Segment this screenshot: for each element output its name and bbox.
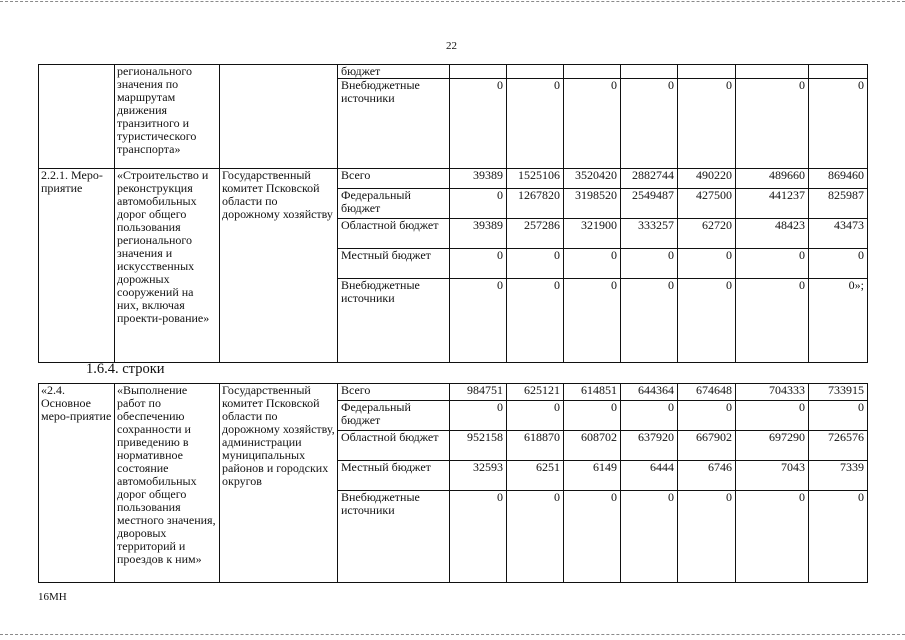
value-cell: 0 <box>678 491 736 583</box>
value-cell: 0 <box>564 401 621 431</box>
value-cell: 0 <box>450 279 507 363</box>
value-cell: 0 <box>678 249 736 279</box>
value-cell: 2882744 <box>621 169 678 189</box>
value-cell: 0 <box>809 249 868 279</box>
value-cell: 0 <box>621 249 678 279</box>
source-cell: Федеральный бюджет <box>338 189 450 219</box>
value-cell <box>736 65 809 79</box>
value-cell: 0 <box>621 401 678 431</box>
source-cell: Областной бюджет <box>338 219 450 249</box>
executor-cell-continued <box>220 65 338 169</box>
value-cell: 825987 <box>809 189 868 219</box>
value-cell: 0 <box>450 491 507 583</box>
value-cell: 0 <box>450 401 507 431</box>
code-cell: «2.4. Основное меро-приятие <box>39 384 115 583</box>
value-cell: 32593 <box>450 461 507 491</box>
value-cell: 3520420 <box>564 169 621 189</box>
value-cell: 0 <box>621 79 678 169</box>
value-cell: 869460 <box>809 169 868 189</box>
value-cell: 618870 <box>507 431 564 461</box>
value-cell: 1267820 <box>507 189 564 219</box>
source-cell: Внебюджетные источники <box>338 279 450 363</box>
page-number: 22 <box>446 40 457 52</box>
value-cell: 726576 <box>809 431 868 461</box>
value-cell: 0 <box>736 249 809 279</box>
value-cell: 0 <box>621 279 678 363</box>
value-cell: 62720 <box>678 219 736 249</box>
value-cell: 0 <box>450 189 507 219</box>
value-cell: 0 <box>564 491 621 583</box>
value-cell: 39389 <box>450 169 507 189</box>
value-cell: 0 <box>809 491 868 583</box>
value-cell <box>621 65 678 79</box>
value-cell: 697290 <box>736 431 809 461</box>
source-cell: Местный бюджет <box>338 461 450 491</box>
value-cell: 0 <box>450 79 507 169</box>
value-cell: 0 <box>507 249 564 279</box>
measure-cell: «Строительство и реконструкция автомобильных дорог общего пользования регионального значения и искусственных дорожных сооружений на них, включая проекти-рование» <box>115 169 220 363</box>
value-cell: 0 <box>678 279 736 363</box>
source-cell: Федеральный бюджет <box>338 401 450 431</box>
value-cell: 489660 <box>736 169 809 189</box>
value-cell: 0 <box>450 249 507 279</box>
funding-table-2-2-1 <box>38 64 868 363</box>
value-cell: 441237 <box>736 189 809 219</box>
value-cell: 39389 <box>450 219 507 249</box>
value-cell: 490220 <box>678 169 736 189</box>
source-cell: Внебюджетные источники <box>338 491 450 583</box>
code-cell-continued <box>39 65 115 169</box>
scan-edge-bottom <box>0 634 905 637</box>
value-cell: 0 <box>736 401 809 431</box>
source-cell: Внебюджетные источники <box>338 79 450 169</box>
value-cell: 2549487 <box>621 189 678 219</box>
source-cell: Местный бюджет <box>338 249 450 279</box>
value-cell <box>450 65 507 79</box>
value-cell: 0 <box>507 491 564 583</box>
value-cell: 984751 <box>450 384 507 401</box>
value-cell: 427500 <box>678 189 736 219</box>
value-cell: 1525106 <box>507 169 564 189</box>
code-cell: 2.2.1. Меро-приятие <box>39 169 115 363</box>
value-cell: 733915 <box>809 384 868 401</box>
value-cell: 0 <box>809 401 868 431</box>
value-cell: 0 <box>564 79 621 169</box>
value-cell: 0 <box>564 279 621 363</box>
value-cell: 644364 <box>621 384 678 401</box>
value-cell: 6444 <box>621 461 678 491</box>
source-cell: Всего <box>338 169 450 189</box>
value-cell <box>809 65 868 79</box>
value-cell: 637920 <box>621 431 678 461</box>
value-cell: 0 <box>507 79 564 169</box>
value-cell: 3198520 <box>564 189 621 219</box>
value-cell: 321900 <box>564 219 621 249</box>
value-cell: 6149 <box>564 461 621 491</box>
value-cell: 6251 <box>507 461 564 491</box>
source-cell: бюджет <box>338 65 450 79</box>
value-cell: 625121 <box>507 384 564 401</box>
scan-edge-top <box>0 1 905 4</box>
value-cell: 7043 <box>736 461 809 491</box>
value-cell: 704333 <box>736 384 809 401</box>
value-cell: 6746 <box>678 461 736 491</box>
funding-table-2-4 <box>38 383 868 583</box>
footer-code: 16МН <box>38 591 67 603</box>
value-cell: 0 <box>809 79 868 169</box>
measure-cell: «Выполнение работ по обеспечению сохранности и приведению в нормативное состояние автомобильных дорог общего пользования местного значения, дворовых территорий и проездов к ним» <box>115 384 220 583</box>
value-cell <box>564 65 621 79</box>
value-cell: 257286 <box>507 219 564 249</box>
executor-cell: Государственный комитет Псковской области по дорожному хозяйству, администрации муниципальных районов и городских округов <box>220 384 338 583</box>
value-cell: 667902 <box>678 431 736 461</box>
value-cell: 0 <box>736 491 809 583</box>
value-cell: 0»; <box>809 279 868 363</box>
value-cell: 0 <box>564 249 621 279</box>
measure-cell-continued: регионального значения по маршрутам движения транзитного и туристического транспорта» <box>115 65 220 169</box>
value-cell <box>507 65 564 79</box>
value-cell: 0 <box>621 491 678 583</box>
value-cell: 614851 <box>564 384 621 401</box>
source-cell: Областной бюджет <box>338 431 450 461</box>
executor-cell: Государственный комитет Псковской области по дорожному хозяйству <box>220 169 338 363</box>
value-cell: 48423 <box>736 219 809 249</box>
value-cell: 0 <box>507 279 564 363</box>
value-cell: 0 <box>678 79 736 169</box>
source-cell: Всего <box>338 384 450 401</box>
value-cell: 674648 <box>678 384 736 401</box>
value-cell: 0 <box>678 401 736 431</box>
value-cell: 0 <box>507 401 564 431</box>
value-cell: 0 <box>736 279 809 363</box>
value-cell: 43473 <box>809 219 868 249</box>
value-cell <box>678 65 736 79</box>
section-caption: 1.6.4. строки <box>86 361 165 377</box>
value-cell: 333257 <box>621 219 678 249</box>
value-cell: 952158 <box>450 431 507 461</box>
value-cell: 608702 <box>564 431 621 461</box>
value-cell: 0 <box>736 79 809 169</box>
value-cell: 7339 <box>809 461 868 491</box>
